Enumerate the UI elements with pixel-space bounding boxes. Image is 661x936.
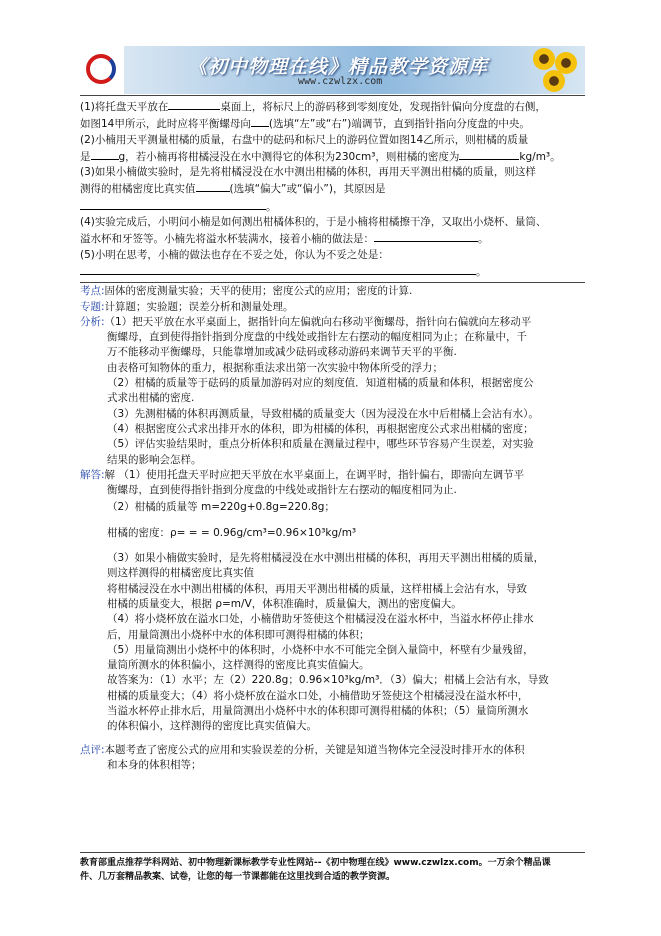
jieda-density: 柑橘的密度：ρ= = = 0.96g/cm³=0.96×10³kg/m³ [107,526,357,539]
site-logo [80,46,124,94]
kaodian: 考点:固体的密度测量实验；天平的使用；密度公式的应用；密度的计算. [80,285,413,298]
footer-line2: 件、几万套精品教案、试卷，让您的每一节课都能在这里找到合适的教学资源。 [80,871,396,882]
jieda-line2-8: 故答案为：（1）水平；左（2）220.8g；0.96×10³kg/m³．（3）偏大；柑橘上会沾有水，导致 [107,674,549,687]
zhuanti: 专题:计算题；实验题；误差分析和测量处理。 [80,300,294,313]
jieda-line2-4: （4）将小烧杯放在溢水口处，小楠借助牙签使这个柑橘浸没在溢水杯中，当溢水杯停止排水 [107,613,534,626]
jieda-line2-0: （3）如果小楠做实验时，是先将柑橘浸没在水中测出柑橘的体积，再用天平测出柑橘的质量， [107,552,545,565]
q5-line1: (5)小明在思考，小楠的做法也存在不妥之处，你认为不妥之处是： [80,248,389,261]
fenxi-line-8: （5）评估实验结果时，重点分析体积和质量在测量过程中，哪些环节容易产生误差，对实验 [107,438,534,451]
fenxi-line-1: 衡螺母，直到使得指针指到分度盘的中线处或指针左右摆动的幅度相同为止；在称量中，千 [107,331,527,344]
jieda-line2-2: 将柑橘浸没在水中测出柑橘的体积，再用天平测出柑橘的质量，这样柑橘上会沾有水，导致 [107,582,527,595]
fenxi-line-5: 式求出柑橘的密度. [107,392,195,405]
q5-line2: 。 [80,263,585,280]
dianping-line-0: 点评:本题考查了密度公式的应用和实验误差的分析，关键是知道当物体完全浸没时排开水的体积 [80,743,525,756]
footer [80,857,585,884]
q3-line3: 。 [80,198,585,215]
jieda-line2-5: 后，用量筒测出小烧杯中水的体积即可测得柑橘的体积； [107,628,370,641]
q4-line1: (4)实验完成后，小明问小楠是如何测出柑橘体积的，于是小楠将柑橘擦干净，又取出小烧杯、量筒、 [80,216,547,229]
header-rule [80,95,585,96]
q2-line2: 是 g，若小楠再将柑橘浸没在水中测得它的体积为230cm³，则柑橘的密度为 kg/m³。 [80,148,585,165]
fenxi-line-4: （2）柑橘的质量等于砝码的质量加游码对应的刻度值．知道柑橘的质量和体积，根据密度公 [107,377,534,390]
jieda-line2-9: 柑橘的质量变大；（4）将小烧杯放在溢水口处，小楠借助牙签使这个柑橘浸没在溢水杯中， [107,689,529,702]
fenxi-line-2: 万不能移动平衡螺母，只能靠增加或减少砝码或移动游码来调节天平的平衡. [107,346,457,359]
banner-url: www.czwlzx.com [298,76,383,87]
jieda-line2-10: 当溢水杯停止排水后，用量筒测出小烧杯中水的体积即可测得柑橘的体积；（5）量筒所测水 [107,704,529,717]
section-rule [80,282,585,283]
document-body [80,98,585,773]
dianping-line-1: 和本身的体积相等； [107,758,202,771]
jieda-line2-6: （5）用量筒测出小烧杯中的体积时，小烧杯中水不可能完全倒入量筒中，杯壁有少量残留， [107,643,534,656]
fenxi-line-6: （3）先测柑橘的体积再测质量，导致柑橘的质量变大（因为浸没在水中后柑橘上会沾有水）。 [107,407,539,420]
footer-rule [80,852,585,853]
fenxi-line-9: 结果的影响会怎样。 [107,453,202,466]
header-banner [80,46,585,94]
fenxi-line-0: 分析:（1）把天平放在水平桌面上，据指针向左偏就向右移动平衡螺母，指针向右偏就向左移动平 [80,315,532,328]
q3-line1: (3)如果小楠做实验时，是先将柑橘浸没在水中测出柑橘的体积，再用天平测出柑橘的质量，则这样 [80,166,536,179]
q2-line1: (2)小楠用天平测量柑橘的质量，右盘中的砝码和标尺上的游码位置如图14乙所示，则柑橘的质量 [80,133,529,146]
jieda-line2-1: 则这样测得的柑橘密度比真实值 [107,567,254,580]
jieda-line2-7: 量筒所测水的体积偏小，这样测得的密度比真实值偏大。 [107,659,370,672]
q1-line2: 如图14甲所示，此时应将平衡螺母向 (选填“左”或“右”)端调节，直到指针指向分度盘的中央。 [80,115,585,132]
q4-line2: 溢水杯和牙签等。小楠先将溢水杯装满水，接着小楠的做法是： 。 [80,230,585,247]
q3-line2: 测得的柑橘密度比真实值 (选填“偏大”或“偏小”)，其原因是 [80,180,585,197]
fenxi-line-3: 由表格可知物体的重力，根据称重法求出第一次实验中物体所受的浮力； [107,361,443,374]
jieda-mass: （2）柑橘的质量等 m=220g+0.8g=220.8g； [107,501,335,514]
jieda-line-0: 解答:解 （1）使用托盘天平时应把天平放在水平桌面上，在调平时，指针偏右，即需向左调节平 [80,468,525,481]
jieda-line2-11: 的体积偏小，这样测得的密度比真实值偏大。 [107,720,317,733]
jieda-line2-3: 柑橘的质量变大，根据 ρ=m/V，体积准确时，质量偏大，测出的密度偏大。 [107,597,462,610]
jieda-line-1: 衡螺母，直到使得指针指到分度盘的中线处或指针左右摆动的幅度相同为止. [107,484,457,497]
q1-line1: (1)将托盘天平放在 桌面上，将标尺上的游码移到零刻度处，发现指针偏向分度盘的右侧， [80,98,585,115]
sunflower-icon [531,46,581,94]
footer-line1: 教育部重点推荐学科网站、初中物理新课标教学专业性网站--《初中物理在线》www.czwlzx.com。一万余个精品课 [80,858,551,868]
banner-title: 《初中物理在线》精品教学资源库 [188,56,489,78]
fenxi-line-7: （4）根据密度公式求出排开水的体积，即为柑橘的体积，再根据密度公式求出柑橘的密度； [107,422,534,435]
